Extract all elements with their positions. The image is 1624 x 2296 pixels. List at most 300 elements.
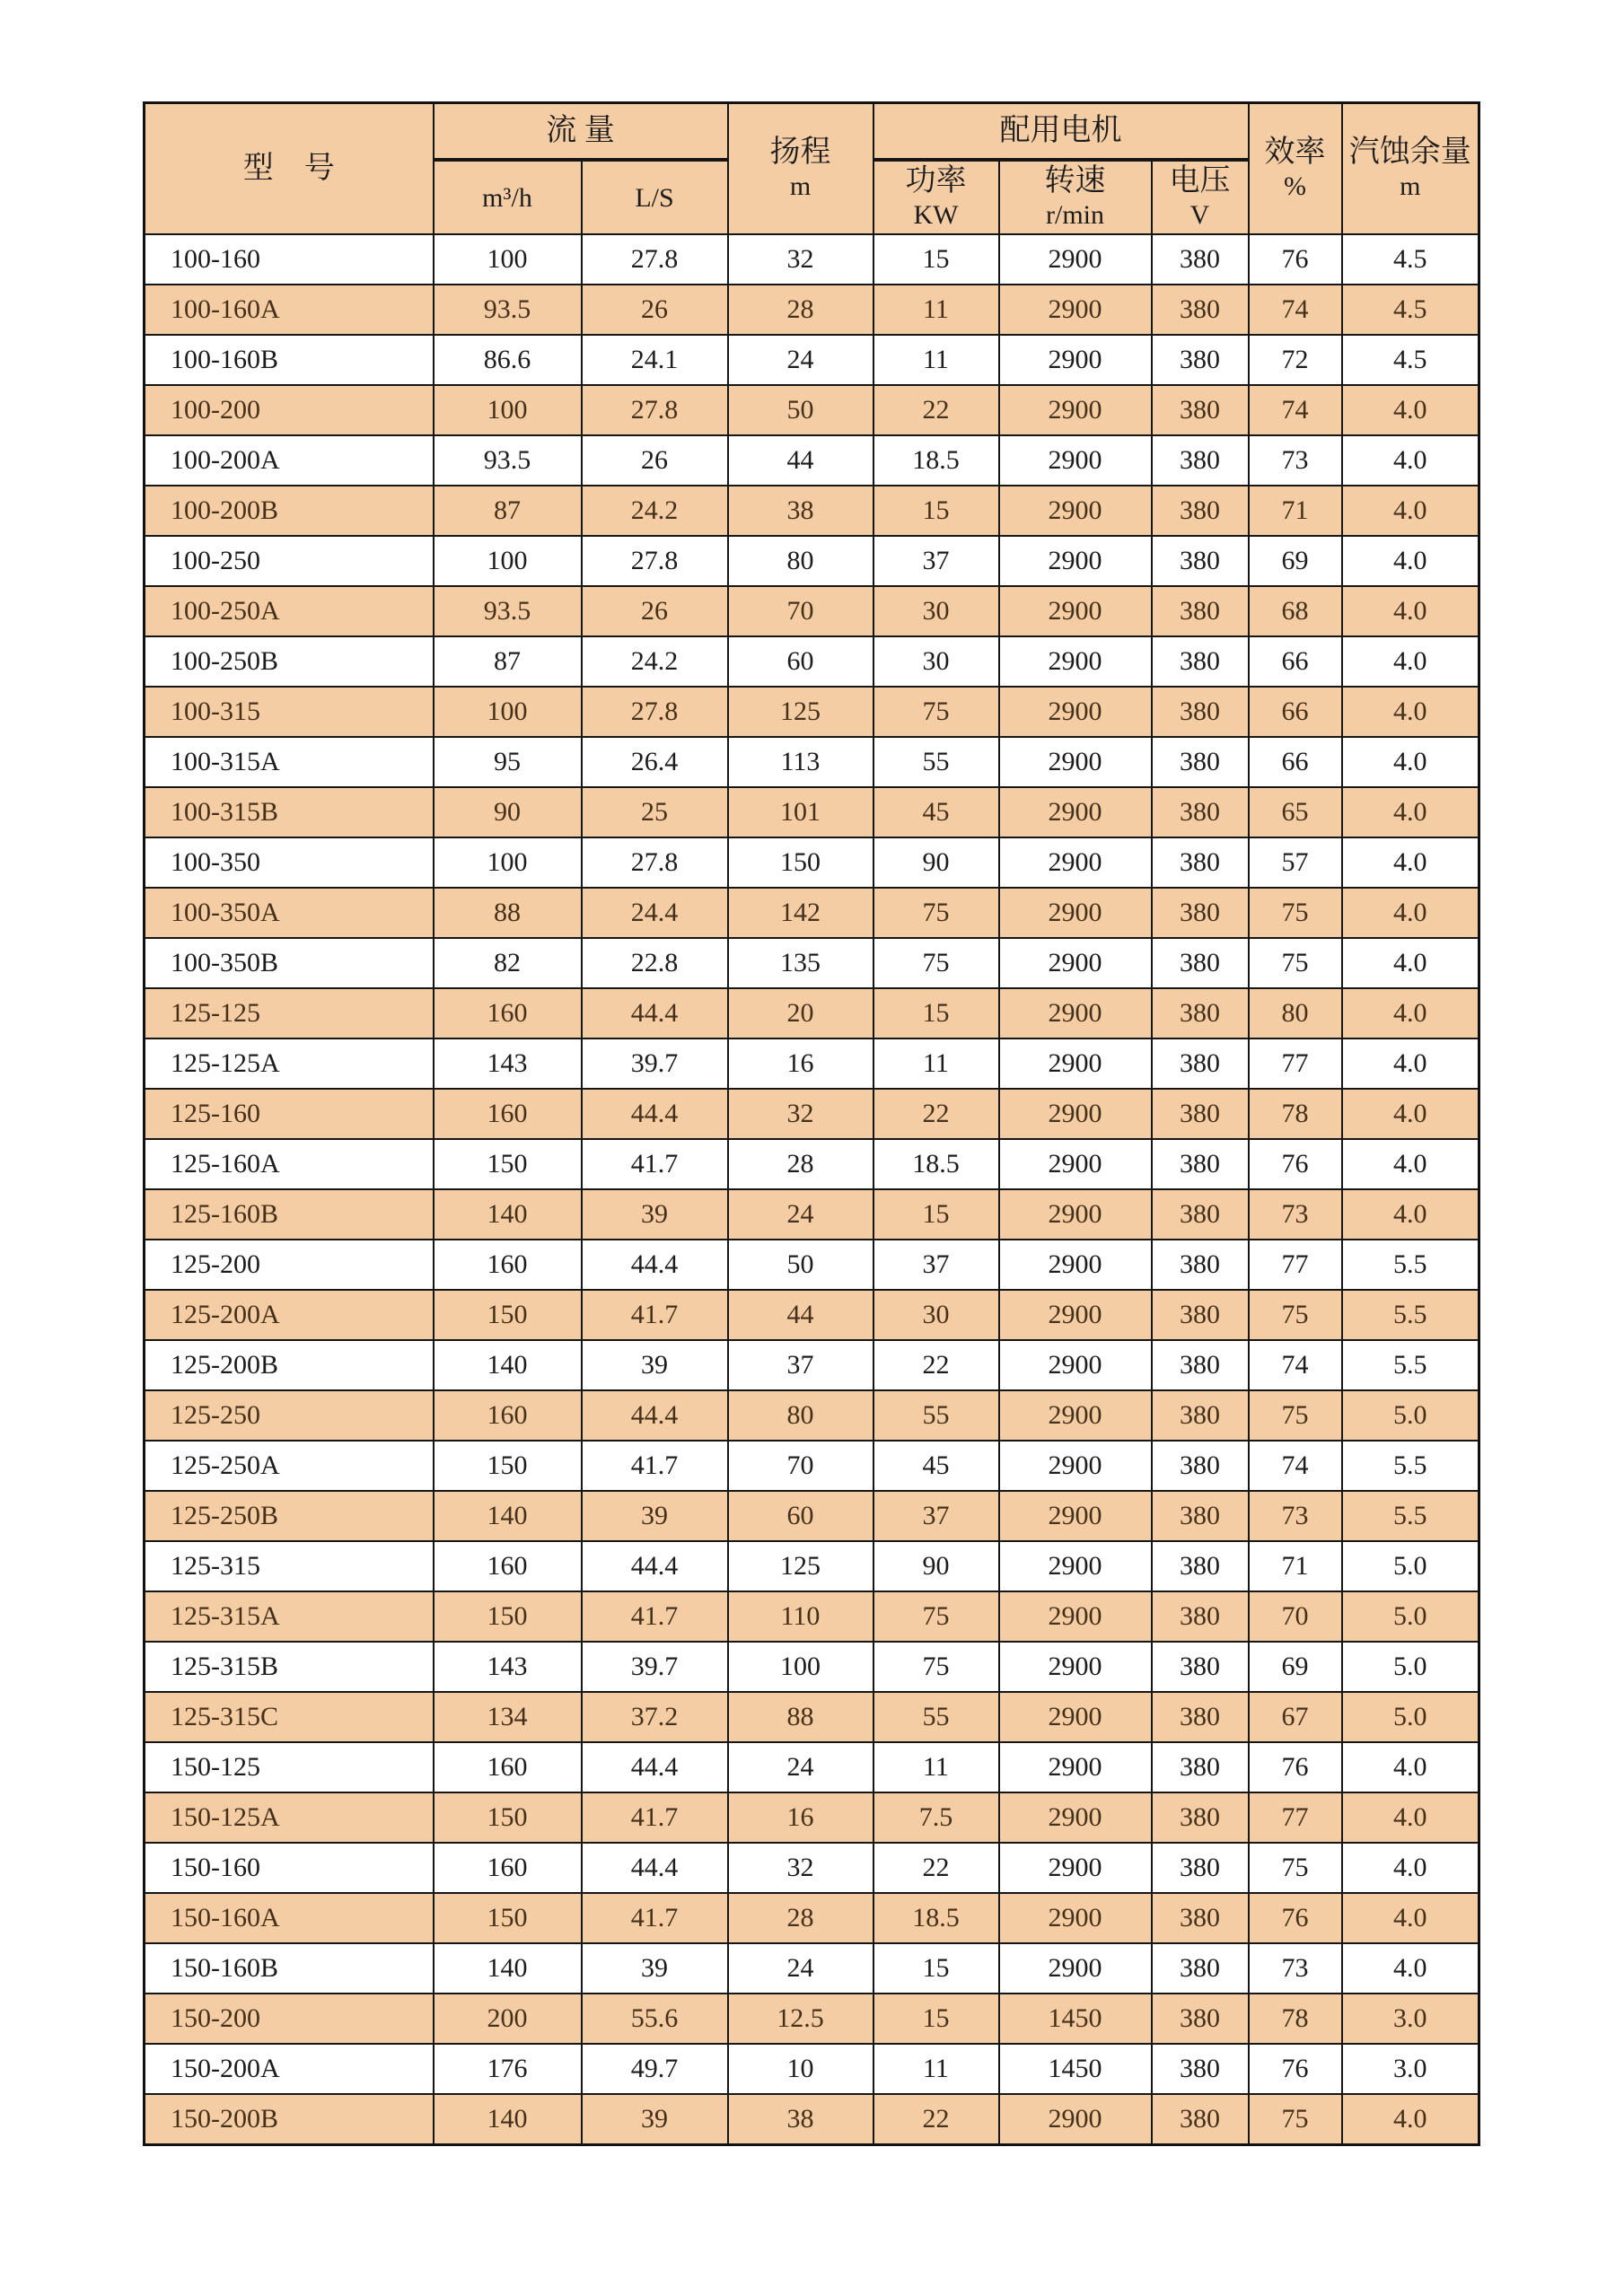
cell-speed-rpm: 2900 [999,1139,1152,1189]
header-head-label: 扬程 [769,136,831,169]
table-row [145,1843,1479,1893]
table-row [145,1994,1479,2044]
header-flow-m3h-label: m³/h [482,183,532,213]
cell-speed-rpm: 2900 [999,636,1152,687]
cell-flow-ls: 44.4 [582,1240,728,1290]
cell-efficiency: 74 [1249,1441,1342,1491]
cell-voltage: 380 [1152,636,1249,687]
cell-power-kw: 75 [873,888,999,938]
cell-voltage: 380 [1152,586,1249,636]
cell-flow-m3h: 140 [434,1491,582,1541]
cell-npsh: 4.0 [1342,1843,1479,1893]
cell-flow-m3h: 150 [434,1139,582,1189]
cell-power-kw: 18.5 [873,1893,999,1943]
cell-flow-ls: 27.8 [582,385,728,435]
cell-efficiency: 75 [1249,2094,1342,2144]
cell-flow-ls: 44.4 [582,1742,728,1792]
cell-npsh: 3.0 [1342,2044,1479,2094]
table-row [145,636,1479,687]
table-row [145,1642,1479,1692]
cell-speed-rpm: 2900 [999,1089,1152,1139]
cell-flow-ls: 44.4 [582,1843,728,1893]
cell-efficiency: 72 [1249,335,1342,385]
cell-head: 16 [728,1792,873,1843]
cell-flow-m3h: 88 [434,888,582,938]
table-row [145,586,1479,636]
cell-voltage: 380 [1152,486,1249,536]
cell-flow-m3h: 100 [434,385,582,435]
cell-efficiency: 57 [1249,837,1342,888]
cell-flow-m3h: 93.5 [434,285,582,335]
cell-power-kw: 37 [873,1240,999,1290]
cell-model: 150-125 [145,1742,434,1792]
header-efficiency-unit: % [1284,171,1306,201]
cell-flow-ls: 44.4 [582,1089,728,1139]
table-row [145,1692,1479,1742]
cell-model: 125-315B [145,1642,434,1692]
cell-efficiency: 69 [1249,1642,1342,1692]
cell-flow-m3h: 150 [434,1441,582,1491]
cell-efficiency: 75 [1249,888,1342,938]
cell-flow-m3h: 95 [434,737,582,787]
table-row [145,335,1479,385]
cell-npsh: 4.5 [1342,234,1479,285]
cell-flow-ls: 41.7 [582,1290,728,1340]
cell-flow-m3h: 160 [434,1843,582,1893]
cell-flow-ls: 41.7 [582,1139,728,1189]
cell-voltage: 380 [1152,1692,1249,1742]
cell-speed-rpm: 2900 [999,285,1152,335]
cell-efficiency: 76 [1249,1893,1342,1943]
cell-head: 60 [728,1491,873,1541]
cell-flow-m3h: 86.6 [434,335,582,385]
cell-npsh: 4.0 [1342,787,1479,837]
cell-power-kw: 22 [873,1843,999,1893]
cell-flow-ls: 24.2 [582,636,728,687]
cell-flow-m3h: 100 [434,234,582,285]
cell-npsh: 4.0 [1342,1893,1479,1943]
header-voltage-unit: V [1189,200,1210,230]
cell-voltage: 380 [1152,1139,1249,1189]
cell-flow-ls: 39 [582,1340,728,1390]
cell-voltage: 380 [1152,234,1249,285]
cell-head: 28 [728,1893,873,1943]
cell-head: 24 [728,335,873,385]
cell-voltage: 380 [1152,2044,1249,2094]
cell-model: 100-160 [145,234,434,285]
cell-flow-ls: 37.2 [582,1692,728,1742]
cell-efficiency: 73 [1249,435,1342,486]
cell-efficiency: 76 [1249,1139,1342,1189]
cell-flow-ls: 44.4 [582,988,728,1038]
cell-head: 70 [728,586,873,636]
table-row [145,285,1479,335]
cell-npsh: 4.0 [1342,2094,1479,2144]
cell-voltage: 380 [1152,1893,1249,1943]
cell-head: 135 [728,938,873,988]
cell-model: 125-315C [145,1692,434,1742]
cell-head: 101 [728,787,873,837]
cell-flow-m3h: 143 [434,1642,582,1692]
cell-voltage: 380 [1152,1340,1249,1390]
cell-flow-ls: 27.8 [582,234,728,285]
table-row [145,1240,1479,1290]
cell-flow-ls: 24.1 [582,335,728,385]
cell-npsh: 5.5 [1342,1290,1479,1340]
cell-voltage: 380 [1152,1843,1249,1893]
cell-voltage: 380 [1152,2094,1249,2144]
cell-npsh: 4.0 [1342,486,1479,536]
cell-efficiency: 77 [1249,1240,1342,1290]
cell-flow-m3h: 93.5 [434,586,582,636]
cell-power-kw: 30 [873,1290,999,1340]
cell-flow-m3h: 100 [434,536,582,586]
header-npsh-unit: m [1400,171,1421,201]
cell-model: 125-315 [145,1541,434,1591]
header-voltage [1152,160,1249,234]
cell-flow-ls: 26 [582,285,728,335]
table-row [145,435,1479,486]
cell-model: 125-200B [145,1340,434,1390]
cell-model: 100-250 [145,536,434,586]
cell-npsh: 4.0 [1342,1139,1479,1189]
cell-head: 150 [728,837,873,888]
table-row [145,1591,1479,1642]
cell-model: 125-250 [145,1390,434,1441]
cell-model: 150-200B [145,2094,434,2144]
cell-head: 32 [728,1089,873,1139]
cell-flow-ls: 39 [582,1943,728,1994]
header-power [873,160,999,234]
cell-head: 24 [728,1943,873,1994]
header-flow-label: 流 量 [546,114,615,147]
cell-efficiency: 76 [1249,2044,1342,2094]
cell-speed-rpm: 2900 [999,335,1152,385]
cell-npsh: 4.0 [1342,837,1479,888]
header-flow-ls [582,160,728,234]
cell-power-kw: 15 [873,1189,999,1240]
cell-model: 150-160B [145,1943,434,1994]
cell-speed-rpm: 2900 [999,1189,1152,1240]
cell-flow-m3h: 82 [434,938,582,988]
cell-flow-m3h: 87 [434,636,582,687]
cell-npsh: 4.0 [1342,1189,1479,1240]
cell-speed-rpm: 2900 [999,787,1152,837]
header-efficiency [1249,103,1342,235]
cell-power-kw: 15 [873,1943,999,1994]
table-row [145,1139,1479,1189]
cell-head: 50 [728,1240,873,1290]
table-row [145,1943,1479,1994]
cell-flow-m3h: 143 [434,1038,582,1089]
cell-voltage: 380 [1152,787,1249,837]
cell-flow-m3h: 140 [434,1189,582,1240]
cell-npsh: 4.0 [1342,938,1479,988]
cell-flow-m3h: 150 [434,1792,582,1843]
header-motor-label: 配用电机 [999,114,1122,147]
cell-speed-rpm: 2900 [999,687,1152,737]
cell-npsh: 5.5 [1342,1240,1479,1290]
cell-head: 38 [728,486,873,536]
cell-head: 24 [728,1189,873,1240]
cell-speed-rpm: 2900 [999,2094,1152,2144]
cell-voltage: 380 [1152,1792,1249,1843]
table-row [145,737,1479,787]
header-flow-group [434,103,728,161]
cell-flow-m3h: 140 [434,1340,582,1390]
header-head-unit: m [789,171,812,201]
cell-flow-ls: 41.7 [582,1591,728,1642]
cell-head: 70 [728,1441,873,1491]
cell-flow-m3h: 100 [434,837,582,888]
header-speed-label: 转速 [1044,164,1106,197]
cell-voltage: 380 [1152,837,1249,888]
header-speed-unit: r/min [1046,200,1104,230]
cell-speed-rpm: 2900 [999,1038,1152,1089]
cell-flow-ls: 44.4 [582,1541,728,1591]
cell-npsh: 5.0 [1342,1642,1479,1692]
cell-speed-rpm: 2900 [999,1240,1152,1290]
table-row [145,234,1479,285]
cell-model: 100-250A [145,586,434,636]
cell-head: 50 [728,385,873,435]
cell-flow-m3h: 87 [434,486,582,536]
cell-npsh: 4.0 [1342,888,1479,938]
cell-model: 100-250B [145,636,434,687]
header-npsh-label: 汽蚀余量 [1348,136,1471,169]
cell-head: 80 [728,1390,873,1441]
cell-efficiency: 73 [1249,1491,1342,1541]
cell-model: 100-350 [145,837,434,888]
cell-speed-rpm: 2900 [999,1893,1152,1943]
cell-npsh: 5.5 [1342,1441,1479,1491]
cell-speed-rpm: 2900 [999,1692,1152,1742]
cell-voltage: 380 [1152,1290,1249,1340]
cell-speed-rpm: 2900 [999,1742,1152,1792]
cell-voltage: 380 [1152,536,1249,586]
table-row [145,787,1479,837]
cell-speed-rpm: 2900 [999,234,1152,285]
cell-model: 100-200A [145,435,434,486]
header-flow-ls-label: L/S [635,183,674,213]
table-row [145,2094,1479,2144]
cell-head: 24 [728,1742,873,1792]
cell-flow-m3h: 150 [434,1290,582,1340]
cell-npsh: 4.0 [1342,636,1479,687]
cell-npsh: 5.0 [1342,1390,1479,1441]
cell-npsh: 4.0 [1342,435,1479,486]
table-row [145,687,1479,737]
cell-voltage: 380 [1152,1642,1249,1692]
cell-head: 88 [728,1692,873,1742]
cell-flow-m3h: 160 [434,1240,582,1290]
cell-speed-rpm: 2900 [999,837,1152,888]
cell-npsh: 4.5 [1342,285,1479,335]
cell-efficiency: 78 [1249,1994,1342,2044]
cell-flow-ls: 24.4 [582,888,728,938]
cell-speed-rpm: 2900 [999,888,1152,938]
cell-flow-ls: 27.8 [582,536,728,586]
table-row [145,1893,1479,1943]
cell-model: 125-160 [145,1089,434,1139]
cell-flow-ls: 55.6 [582,1994,728,2044]
cell-efficiency: 66 [1249,687,1342,737]
cell-npsh: 4.0 [1342,385,1479,435]
cell-power-kw: 15 [873,486,999,536]
cell-flow-ls: 49.7 [582,2044,728,2094]
cell-efficiency: 76 [1249,234,1342,285]
cell-power-kw: 55 [873,1692,999,1742]
cell-power-kw: 15 [873,988,999,1038]
cell-efficiency: 75 [1249,1290,1342,1340]
cell-model: 125-250A [145,1441,434,1491]
cell-model: 125-160B [145,1189,434,1240]
cell-power-kw: 11 [873,1038,999,1089]
cell-voltage: 380 [1152,1089,1249,1139]
cell-power-kw: 55 [873,737,999,787]
cell-model: 100-160A [145,285,434,335]
cell-efficiency: 77 [1249,1038,1342,1089]
cell-voltage: 380 [1152,1189,1249,1240]
cell-power-kw: 75 [873,938,999,988]
cell-npsh: 4.5 [1342,335,1479,385]
cell-npsh: 4.0 [1342,1943,1479,1994]
table-row [145,2044,1479,2094]
cell-efficiency: 69 [1249,536,1342,586]
cell-flow-m3h: 160 [434,1742,582,1792]
cell-speed-rpm: 2900 [999,1591,1152,1642]
cell-voltage: 380 [1152,1742,1249,1792]
table-row [145,536,1479,586]
cell-model: 100-350A [145,888,434,938]
cell-efficiency: 67 [1249,1692,1342,1742]
cell-power-kw: 30 [873,636,999,687]
cell-flow-m3h: 90 [434,787,582,837]
cell-model: 125-200 [145,1240,434,1290]
cell-flow-ls: 39 [582,2094,728,2144]
cell-flow-m3h: 160 [434,988,582,1038]
cell-flow-m3h: 93.5 [434,435,582,486]
table-row [145,1390,1479,1441]
table-row [145,938,1479,988]
table-row [145,1038,1479,1089]
cell-voltage: 380 [1152,687,1249,737]
cell-power-kw: 11 [873,2044,999,2094]
cell-head: 142 [728,888,873,938]
cell-efficiency: 76 [1249,1742,1342,1792]
cell-speed-rpm: 2900 [999,1792,1152,1843]
cell-efficiency: 74 [1249,1340,1342,1390]
table-row [145,1491,1479,1541]
cell-voltage: 380 [1152,1541,1249,1591]
cell-power-kw: 7.5 [873,1792,999,1843]
cell-flow-ls: 26.4 [582,737,728,787]
cell-efficiency: 75 [1249,1390,1342,1441]
cell-flow-ls: 41.7 [582,1441,728,1491]
cell-speed-rpm: 1450 [999,2044,1152,2094]
cell-speed-rpm: 2900 [999,938,1152,988]
cell-power-kw: 18.5 [873,1139,999,1189]
cell-voltage: 380 [1152,1591,1249,1642]
cell-power-kw: 75 [873,1642,999,1692]
header-speed [999,160,1152,234]
cell-power-kw: 15 [873,1994,999,2044]
cell-head: 28 [728,1139,873,1189]
header-power-unit: KW [913,200,959,230]
table-row [145,988,1479,1038]
table-row [145,1189,1479,1240]
cell-speed-rpm: 1450 [999,1994,1152,2044]
cell-npsh: 4.0 [1342,988,1479,1038]
cell-head: 16 [728,1038,873,1089]
cell-npsh: 5.5 [1342,1491,1479,1541]
cell-npsh: 4.0 [1342,1792,1479,1843]
cell-model: 100-315B [145,787,434,837]
cell-head: 10 [728,2044,873,2094]
cell-power-kw: 45 [873,1441,999,1491]
cell-speed-rpm: 2900 [999,1541,1152,1591]
cell-head: 125 [728,1541,873,1591]
cell-speed-rpm: 2900 [999,988,1152,1038]
cell-flow-m3h: 140 [434,1943,582,1994]
cell-efficiency: 77 [1249,1792,1342,1843]
cell-head: 113 [728,737,873,787]
cell-speed-rpm: 2900 [999,435,1152,486]
cell-flow-m3h: 150 [434,1591,582,1642]
pump-spec-table-wrapper [143,101,1480,2146]
cell-efficiency: 80 [1249,988,1342,1038]
cell-model: 100-350B [145,938,434,988]
cell-npsh: 4.0 [1342,1038,1479,1089]
cell-efficiency: 70 [1249,1591,1342,1642]
header-npsh [1342,103,1479,235]
cell-power-kw: 11 [873,1742,999,1792]
cell-head: 38 [728,2094,873,2144]
cell-head: 28 [728,285,873,335]
cell-power-kw: 18.5 [873,435,999,486]
cell-head: 125 [728,687,873,737]
cell-voltage: 380 [1152,435,1249,486]
cell-head: 12.5 [728,1994,873,2044]
header-power-label: 功率 [905,164,967,197]
cell-head: 32 [728,234,873,285]
cell-efficiency: 71 [1249,1541,1342,1591]
cell-model: 100-200B [145,486,434,536]
cell-flow-m3h: 134 [434,1692,582,1742]
cell-flow-ls: 22.8 [582,938,728,988]
header-voltage-label: 电压 [1169,164,1231,197]
cell-voltage: 380 [1152,1240,1249,1290]
cell-head: 37 [728,1340,873,1390]
cell-speed-rpm: 2900 [999,1441,1152,1491]
cell-flow-ls: 25 [582,787,728,837]
table-row [145,837,1479,888]
cell-model: 150-200A [145,2044,434,2094]
cell-voltage: 380 [1152,1491,1249,1541]
header-head [728,103,873,235]
table-row [145,1541,1479,1591]
cell-flow-ls: 39 [582,1189,728,1240]
cell-npsh: 4.0 [1342,687,1479,737]
cell-flow-ls: 27.8 [582,687,728,737]
cell-speed-rpm: 2900 [999,536,1152,586]
cell-model: 125-250B [145,1491,434,1541]
cell-speed-rpm: 2900 [999,1943,1152,1994]
cell-power-kw: 22 [873,385,999,435]
cell-speed-rpm: 2900 [999,737,1152,787]
cell-npsh: 4.0 [1342,1742,1479,1792]
cell-model: 100-160B [145,335,434,385]
